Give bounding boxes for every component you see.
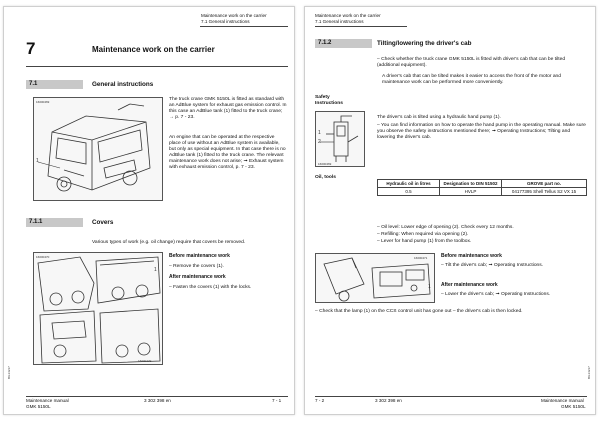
footer-rule <box>315 396 587 397</box>
before-maintenance-item: – Tilt the driver's cab; ➟ Operating Instructions. <box>441 263 544 268</box>
left-page <box>3 6 295 415</box>
section-title: Tilting/lowering the driver's cab <box>377 40 472 47</box>
footer-manual: Maintenance manual <box>541 398 584 403</box>
right-page <box>304 6 596 415</box>
figure-callout: 1 <box>154 267 157 273</box>
footer-rule <box>26 396 288 397</box>
final-check-text: – Check that the lamp (1) on the CCS control unit has gone out – the driver's cab is then locked. <box>315 309 523 314</box>
before-maintenance-item: – Remove the covers (1). <box>169 264 224 269</box>
after-maintenance-item: – Lower the driver's cab; ➟ Operating Instructions. <box>441 292 551 297</box>
section-number: 7.1.2 <box>318 40 332 46</box>
running-header-subtitle: 7.1 General instructions <box>315 19 364 24</box>
oil-table <box>377 179 587 196</box>
safety-label: Safety Instructions <box>315 95 343 107</box>
section-title: General instructions <box>92 81 154 88</box>
adblue-paragraph-1: The truck crane GMK 5150L is fitted as standard with an AdBlue system for exhaust gas emission control. In this case an AdBlue tank (1) fitted to the truck crane; → p. 7 - 23. <box>169 97 287 121</box>
running-header-subtitle: 7.1 General instructions <box>201 19 250 24</box>
crane-cab-figure <box>33 97 163 201</box>
tilted-cab-figure <box>315 253 435 303</box>
crane-cab-drawing <box>34 98 163 201</box>
footer-model: GMK 5150L <box>561 404 586 409</box>
footer-docnum: 3 302 398 en <box>144 398 171 403</box>
header-rule <box>315 26 407 27</box>
footer-docnum: 3 302 398 en <box>375 398 402 403</box>
footer-manual: Maintenance manual <box>26 398 69 403</box>
table-cell: 04177395 Shell Tellus S2 VX 15 <box>502 188 587 196</box>
figure-id-bottom: 16000470 <box>138 359 152 363</box>
oil-tools-label: Oil, tools <box>315 175 336 180</box>
cab-intro-1: – Check whether the truck crane GMK 5150L is fitted with driver's cab that can be tilted (additional equipment). <box>377 57 566 69</box>
adblue-paragraph-2: An engine that can be operated at the respective place of use without an AdBlue system is available, but only as special equipment. In that case there is no AdBlue tank (1) fitted to the truck crane. The relevant maintenance work does not arise; ➟ Exhaust system with exhaust emission control, p. 7 - 23. <box>169 135 286 171</box>
figure-callout-2: 2 <box>318 139 321 145</box>
covers-drawing <box>34 253 163 365</box>
oil-item: – Oil level: Lower edge of opening (2). Check every 12 months. <box>377 225 514 230</box>
subsection-title: Covers <box>92 219 114 226</box>
table-header: GROVE part no. <box>502 180 587 188</box>
figure-id: 16000470 <box>36 255 50 259</box>
side-code: BIL14217 <box>7 366 11 379</box>
table-header: Designation to DIN 51502 <box>440 180 502 188</box>
section-number: 7.1 <box>29 81 38 87</box>
covers-figure <box>33 252 163 365</box>
tilted-cab-drawing <box>316 254 435 303</box>
hand-pump-drawing <box>316 112 365 167</box>
figure-callout: 1 <box>428 284 431 290</box>
chapter-number: 7 <box>26 39 36 58</box>
table-cell: 0.5 <box>378 188 440 196</box>
figure-callout: 1 <box>36 158 39 164</box>
page-number: 7 - 2 <box>315 398 325 403</box>
oil-item: – Lever for hand pump (1) from the toolbox. <box>377 239 472 244</box>
table-header-row <box>378 180 587 188</box>
footer-model: GMK 5150L <box>26 404 51 409</box>
covers-intro: Various types of work (e.g. oil change) require that covers be removed. <box>92 240 246 245</box>
figure-id: 16000469 <box>318 162 332 166</box>
figure-callout-1: 1 <box>318 130 321 136</box>
running-header-title: Maintenance work on the carrier <box>201 13 267 18</box>
page-number: 7 - 1 <box>272 398 282 403</box>
table-row <box>378 188 587 196</box>
oil-item: – Refilling: When required via opening (2). <box>377 232 469 237</box>
safety-text-2: – You can find information on how to operate the hand pump in the operating manual. Make sure you observe the safety instructions mentioned there; ➟ Operating Instructions; Tilting and lowering the driver's cab. <box>377 123 586 141</box>
after-maintenance-item: – Fasten the covers (1) with the locks. <box>169 285 252 290</box>
running-header-title: Maintenance work on the carrier <box>315 13 381 18</box>
cab-intro-2: A driver's cab that can be tilted makes it easier to access the front of the motor and maintenance work can be performed more conveniently. <box>382 74 561 86</box>
side-code: BIL14217 <box>587 366 591 379</box>
figure-id: 16000471 <box>414 256 428 260</box>
before-maintenance-heading: Before maintenance work <box>169 253 230 259</box>
safety-text-1: The driver's cab is tilted using a hydraulic hand pump (1). <box>377 115 501 120</box>
after-maintenance-heading: After maintenance work <box>441 282 498 288</box>
chapter-title: Maintenance work on the carrier <box>92 45 215 54</box>
figure-id: 16000469 <box>36 100 50 104</box>
table-cell: HVLP <box>440 188 502 196</box>
table-header: Hydraulic oil in litres <box>378 180 440 188</box>
header-rule <box>200 26 288 27</box>
hand-pump-figure <box>315 111 365 167</box>
after-maintenance-heading: After maintenance work <box>169 274 226 280</box>
chapter-rule <box>26 66 288 67</box>
subsection-number: 7.1.1 <box>29 219 43 225</box>
before-maintenance-heading: Before maintenance work <box>441 253 502 259</box>
